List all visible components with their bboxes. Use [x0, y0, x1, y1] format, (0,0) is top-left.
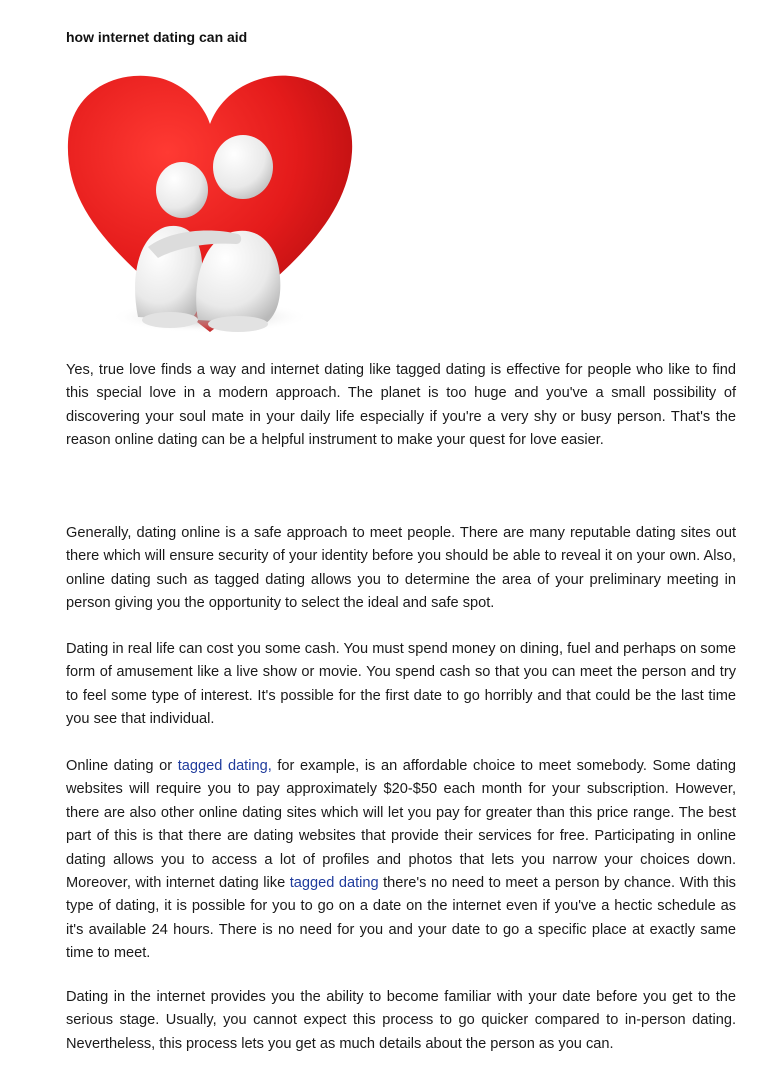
paragraph-4-text-2: for example, is an affordable choice to meet somebody. Some dating websites will require you to pay approximately $20-$50 each month for your subscription. However, there are also other online dating sites which will let you pay for greater than this price range. The best part of this is that there are dating websites that provide their services for free. Participating in online dating allows you to access a lot of profiles and photos that lets you narrow your choices down. Moreover, with internet dating like [66, 758, 736, 892]
paragraph-2: Generally, dating online is a safe approach to meet people. There are many reputable dating sites out there which will ensure security of your identity before you should be able to reveal it on your own. Also, online dating such as tagged dating allows you to determine the area of your preliminary meeting in person giving you the opportunity to select the ideal and safe spot. [66, 525, 736, 612]
paragraph-1: Yes, true love finds a way and internet dating like tagged dating is effective for people who like to find this special love in a modern approach. The planet is too huge and you've a small possibility of discovering your soul mate in your daily life especially if you're a very shy or busy person. That's the reason online dating can be a helpful instrument to make your quest for love easier. [66, 362, 736, 449]
document-title: how internet dating can aid [66, 29, 248, 45]
paragraph-4-text-1: Online dating or [66, 758, 178, 774]
tagged-dating-link-1[interactable]: tagged dating, [177, 758, 272, 774]
heart-couple-illustration [60, 62, 360, 352]
paragraph-4-text-3: there's no need to meet a person by chance. With this type of dating, it is possible for you to go on a date on the internet even if you've a hectic schedule as it's available 24 hours. There is no need for you and your date to go a specific place at exactly same time to meet. [66, 875, 736, 962]
heart-couple-image [60, 62, 360, 352]
paragraph-5: Dating in the internet provides you the ability to become familiar with your date before you get to the serious stage. Usually, you cannot expect this process to go quicker compared to in-person dating. Nevertheless, this process lets you get as much details about the person as you can. [66, 989, 736, 1052]
paragraph-4 [66, 755, 736, 966]
paragraph-3: Dating in real life can cost you some cash. You must spend money on dining, fuel and perhaps on some form of amusement like a live show or movie. You spend cash so that you can meet the person and try to feel some type of interest. It's possible for the first date to go horribly and that could be the last time you see that individual. [66, 641, 736, 728]
tagged-dating-link-2[interactable]: tagged dating [289, 875, 379, 892]
